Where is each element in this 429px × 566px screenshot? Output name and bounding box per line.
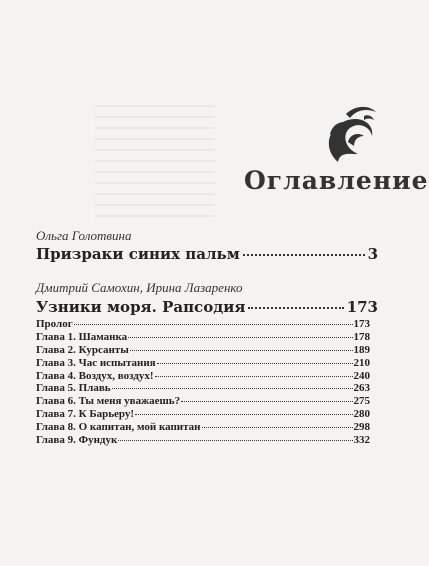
- toc-entry-work[interactable]: [36, 245, 378, 263]
- toc-entry-chapter[interactable]: [36, 408, 370, 421]
- work-title: Узники моря. Рапсодия: [36, 298, 246, 316]
- chapter-title: Глава 7. К Барьеру!: [36, 408, 135, 421]
- toc-entry-chapter[interactable]: [36, 344, 370, 357]
- chapter-page: 298: [353, 421, 370, 434]
- toc-entry-chapter[interactable]: [36, 395, 370, 408]
- chapter-title: Глава 9. Фундук: [36, 434, 118, 447]
- chapter-page: 275: [353, 395, 370, 408]
- chapter-page: 332: [353, 434, 370, 447]
- chapter-page: 240: [353, 369, 370, 382]
- chapter-title: Глава 5. Плавь: [36, 382, 111, 395]
- wave-ornament-icon: [318, 104, 378, 166]
- chapter-page: 210: [353, 356, 370, 369]
- chapter-page: 173: [353, 318, 370, 330]
- toc-entry-chapter[interactable]: [36, 434, 370, 447]
- dot-leader: [157, 363, 353, 364]
- toc-entry-work[interactable]: [36, 298, 378, 316]
- toc-entry-chapter[interactable]: [36, 357, 370, 370]
- chapter-title: Пролог: [36, 318, 73, 330]
- dot-leader: [202, 427, 353, 428]
- chapter-title: Глава 2. Курсанты: [36, 343, 129, 356]
- chapter-page: 178: [353, 330, 370, 343]
- author-name: Дмитрий Самохин, Ирина Лазаренко: [36, 280, 243, 295]
- chapter-page: 263: [353, 382, 370, 395]
- toc-entry-chapter[interactable]: [36, 318, 370, 331]
- toc-title: Оглавление: [244, 166, 429, 195]
- dot-leader: [128, 337, 352, 338]
- toc-entry-chapter[interactable]: [36, 370, 370, 383]
- dot-leader: [181, 401, 352, 402]
- toc-entry-chapter[interactable]: [36, 421, 370, 434]
- work-title: Призраки синих пальм: [36, 245, 240, 263]
- work-page: 173: [346, 298, 378, 316]
- dot-leader: [155, 376, 353, 377]
- dot-leader: [135, 414, 352, 415]
- chapter-title: Глава 3. Час испытания: [36, 356, 156, 369]
- bleed-through-text: [95, 105, 215, 225]
- dot-leader: [243, 254, 365, 256]
- chapter-title: Глава 8. О капитан, мой капитан: [36, 421, 201, 434]
- work-page: 3: [367, 245, 378, 263]
- dot-leader: [248, 307, 343, 309]
- toc-entry-chapter[interactable]: [36, 331, 370, 344]
- chapter-page: 189: [353, 343, 370, 356]
- chapter-title: Глава 6. Ты меня уважаешь?: [36, 395, 181, 408]
- dot-leader: [74, 324, 353, 325]
- chapter-title: Глава 1. Шаманка: [36, 330, 128, 343]
- dot-leader: [118, 440, 352, 441]
- author-name: Ольга Голотвина: [36, 228, 132, 243]
- chapter-list: [36, 318, 370, 447]
- dot-leader: [112, 388, 353, 389]
- dot-leader: [130, 350, 353, 351]
- chapter-page: 280: [353, 408, 370, 421]
- chapter-title: Глава 4. Воздух, воздух!: [36, 369, 154, 382]
- toc-entry-chapter[interactable]: [36, 382, 370, 395]
